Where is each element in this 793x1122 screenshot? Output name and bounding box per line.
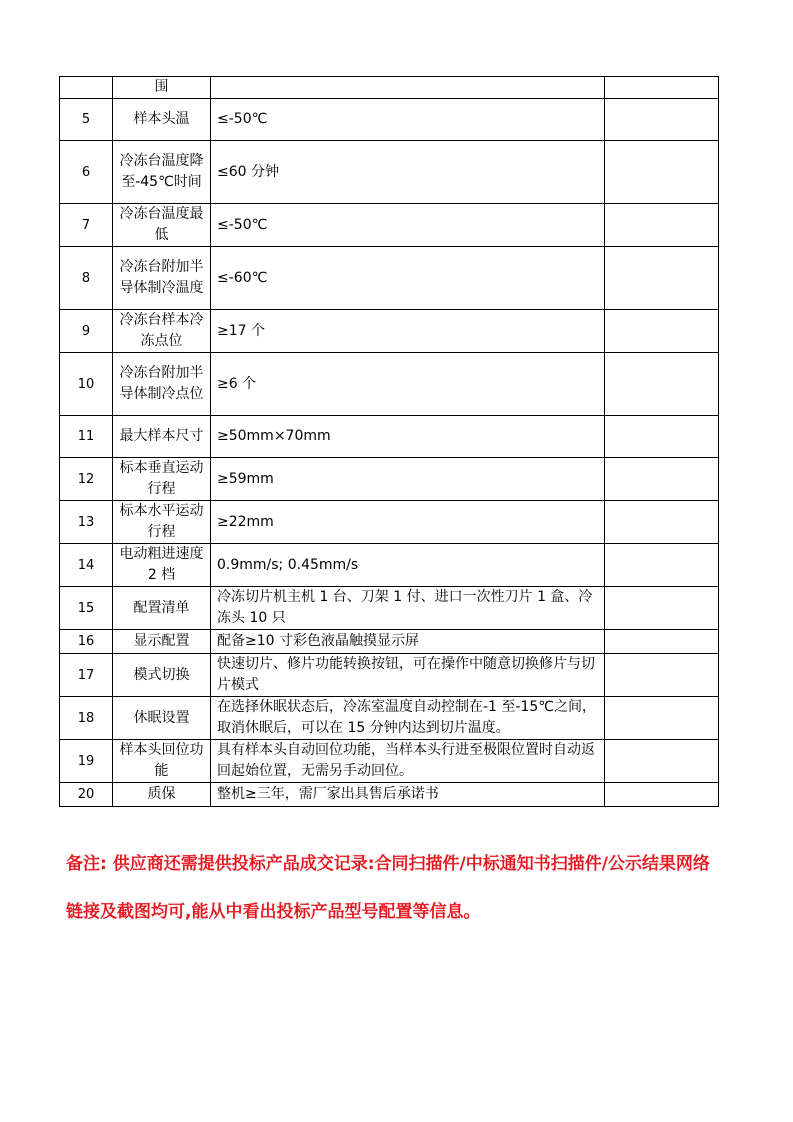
row-number: 18 [60,697,113,740]
table-row [60,416,719,458]
row-spec: 整机≥三年，需厂家出具售后承诺书 [211,783,605,807]
row-item: 标本垂直运动行程 [113,458,211,501]
row-item: 电动粗进速度 2 档 [113,544,211,587]
row-number: 14 [60,544,113,587]
table-row [60,310,719,353]
row-item: 质保 [113,783,211,807]
table-row [60,99,719,141]
row-item: 样本头回位功能 [113,740,211,783]
row-item: 冷冻台样本冷冻点位 [113,310,211,353]
row-spec: 快速切片、修片功能转换按钮，可在操作中随意切换修片与切片模式 [211,654,605,697]
row-spec: ≤-50℃ [211,99,605,141]
spec-table [59,76,719,807]
row-spec: 冷冻切片机主机 1 台、刀架 1 付、进口一次性刀片 1 盒、冷冻头 10 只 [211,587,605,630]
table-row [60,141,719,204]
row-item: 显示配置 [113,630,211,654]
row-remark [605,783,719,807]
row-number: 7 [60,204,113,247]
row-number: 13 [60,501,113,544]
row-spec: ≥22mm [211,501,605,544]
row-remark [605,630,719,654]
row-remark [605,310,719,353]
remark-note: 备注: 供应商还需提供投标产品成交记录:合同扫描件/中标通知书扫描件/公示结果网络链接及截图均可,能从中看出投标产品型号配置等信息。 [66,854,710,922]
row-item: 最大样本尺寸 [113,416,211,458]
row-item: 休眠设置 [113,697,211,740]
row-remark [605,501,719,544]
row-item: 标本水平运动行程 [113,501,211,544]
row-remark [605,416,719,458]
row-item: 冷冻台附加半导体制冷点位 [113,353,211,416]
row-number: 10 [60,353,113,416]
row-spec: 配备≥10 寸彩色液晶触摸显示屏 [211,630,605,654]
table-row [60,654,719,697]
table-row [60,353,719,416]
row-item: 冷冻台温度降至-45℃时间 [113,141,211,204]
row-item: 冷冻台温度最低 [113,204,211,247]
table-row [60,783,719,807]
row-remark [605,587,719,630]
row-number: 6 [60,141,113,204]
row-spec: 在选择休眠状态后，冷冻室温度自动控制在-1 至-15℃之间，取消休眠后，可以在 15 分钟内达到切片温度。 [211,697,605,740]
row-number: 9 [60,310,113,353]
row-remark [605,204,719,247]
table-row [60,204,719,247]
row-item: 冷冻台附加半导体制冷温度 [113,247,211,310]
row-number: 15 [60,587,113,630]
row-number [60,77,113,99]
table-row [60,458,719,501]
row-number: 5 [60,99,113,141]
row-remark [605,544,719,587]
row-item: 围 [113,77,211,99]
row-number: 17 [60,654,113,697]
row-number: 20 [60,783,113,807]
table-row [60,544,719,587]
row-remark [605,247,719,310]
row-remark [605,458,719,501]
row-spec [211,77,605,99]
row-remark [605,654,719,697]
row-spec: 具有样本头自动回位功能，当样本头行进至极限位置时自动返回起始位置，无需另手动回位。 [211,740,605,783]
row-remark [605,697,719,740]
table-row [60,740,719,783]
row-spec: ≥59mm [211,458,605,501]
row-remark [605,77,719,99]
row-remark [605,141,719,204]
table-row [60,77,719,99]
table-row [60,697,719,740]
row-number: 19 [60,740,113,783]
row-spec: 0.9mm/s; 0.45mm/s [211,544,605,587]
row-number: 12 [60,458,113,501]
row-number: 8 [60,247,113,310]
table-row [60,630,719,654]
table-row [60,587,719,630]
row-number: 11 [60,416,113,458]
row-spec: ≤-50℃ [211,204,605,247]
row-spec: ≥6 个 [211,353,605,416]
row-spec: ≥50mm×70mm [211,416,605,458]
row-spec: ≤60 分钟 [211,141,605,204]
row-item: 配置清单 [113,587,211,630]
row-number: 16 [60,630,113,654]
table-row [60,501,719,544]
row-remark [605,99,719,141]
table-row [60,247,719,310]
row-item: 样本头温 [113,99,211,141]
row-remark [605,353,719,416]
row-spec: ≥17 个 [211,310,605,353]
row-remark [605,740,719,783]
row-spec: ≤-60℃ [211,247,605,310]
row-item: 模式切换 [113,654,211,697]
